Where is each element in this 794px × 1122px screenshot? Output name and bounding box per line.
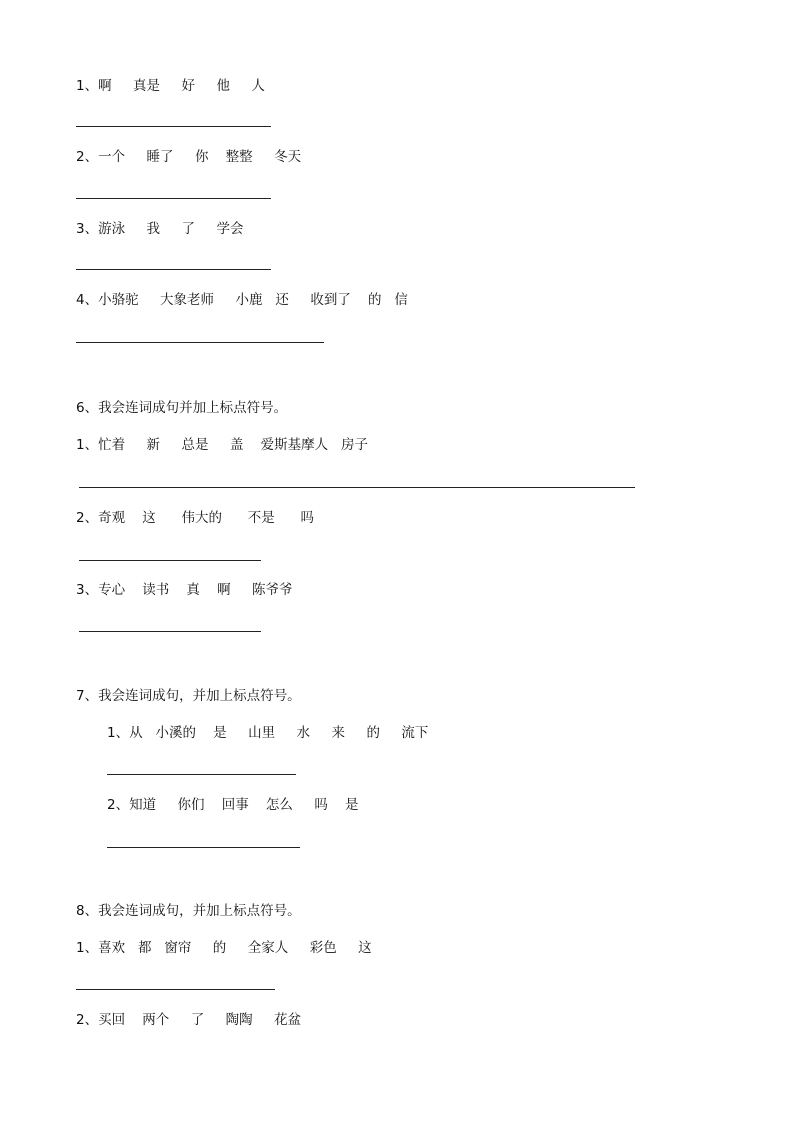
answer-line[interactable] [107, 774, 296, 775]
question-item: 4、小骆驼 大象老师 小鹿 还 收到了 的 信 [76, 292, 408, 308]
answer-line[interactable] [76, 269, 271, 270]
question-item: 1、啊 真是 好 他 人 [76, 78, 265, 94]
question-item: 3、专心 读书 真 啊 陈爷爷 [76, 582, 293, 598]
answer-line[interactable] [76, 989, 275, 990]
answer-line[interactable] [76, 126, 271, 127]
question-item: 2、知道 你们 回事 怎么 吗 是 [107, 797, 359, 813]
question-item: 2、奇观 这 伟大的 不是 吗 [76, 510, 314, 526]
question-item: 1、从 小溪的 是 山里 水 来 的 流下 [107, 725, 429, 741]
question-item: 1、忙着 新 总是 盖 爱斯基摩人 房子 [76, 437, 368, 453]
question-item: 2、买回 两个 了 陶陶 花盆 [76, 1012, 302, 1028]
answer-line[interactable] [79, 560, 261, 561]
answer-line[interactable] [76, 198, 271, 199]
answer-line[interactable] [79, 631, 261, 632]
section-heading: 6、我会连词成句并加上标点符号。 [76, 400, 288, 416]
section-heading: 7、我会连词成句，并加上标点符号。 [76, 688, 301, 704]
question-item: 1、喜欢 都 窗帘 的 全家人 彩色 这 [76, 940, 372, 956]
section-heading: 8、我会连词成句，并加上标点符号。 [76, 903, 301, 919]
question-item: 2、一个 睡了 你 整整 冬天 [76, 149, 302, 165]
answer-line[interactable] [76, 342, 324, 343]
answer-line[interactable] [107, 847, 300, 848]
answer-line[interactable] [79, 487, 635, 488]
question-item: 3、游泳 我 了 学会 [76, 221, 244, 237]
